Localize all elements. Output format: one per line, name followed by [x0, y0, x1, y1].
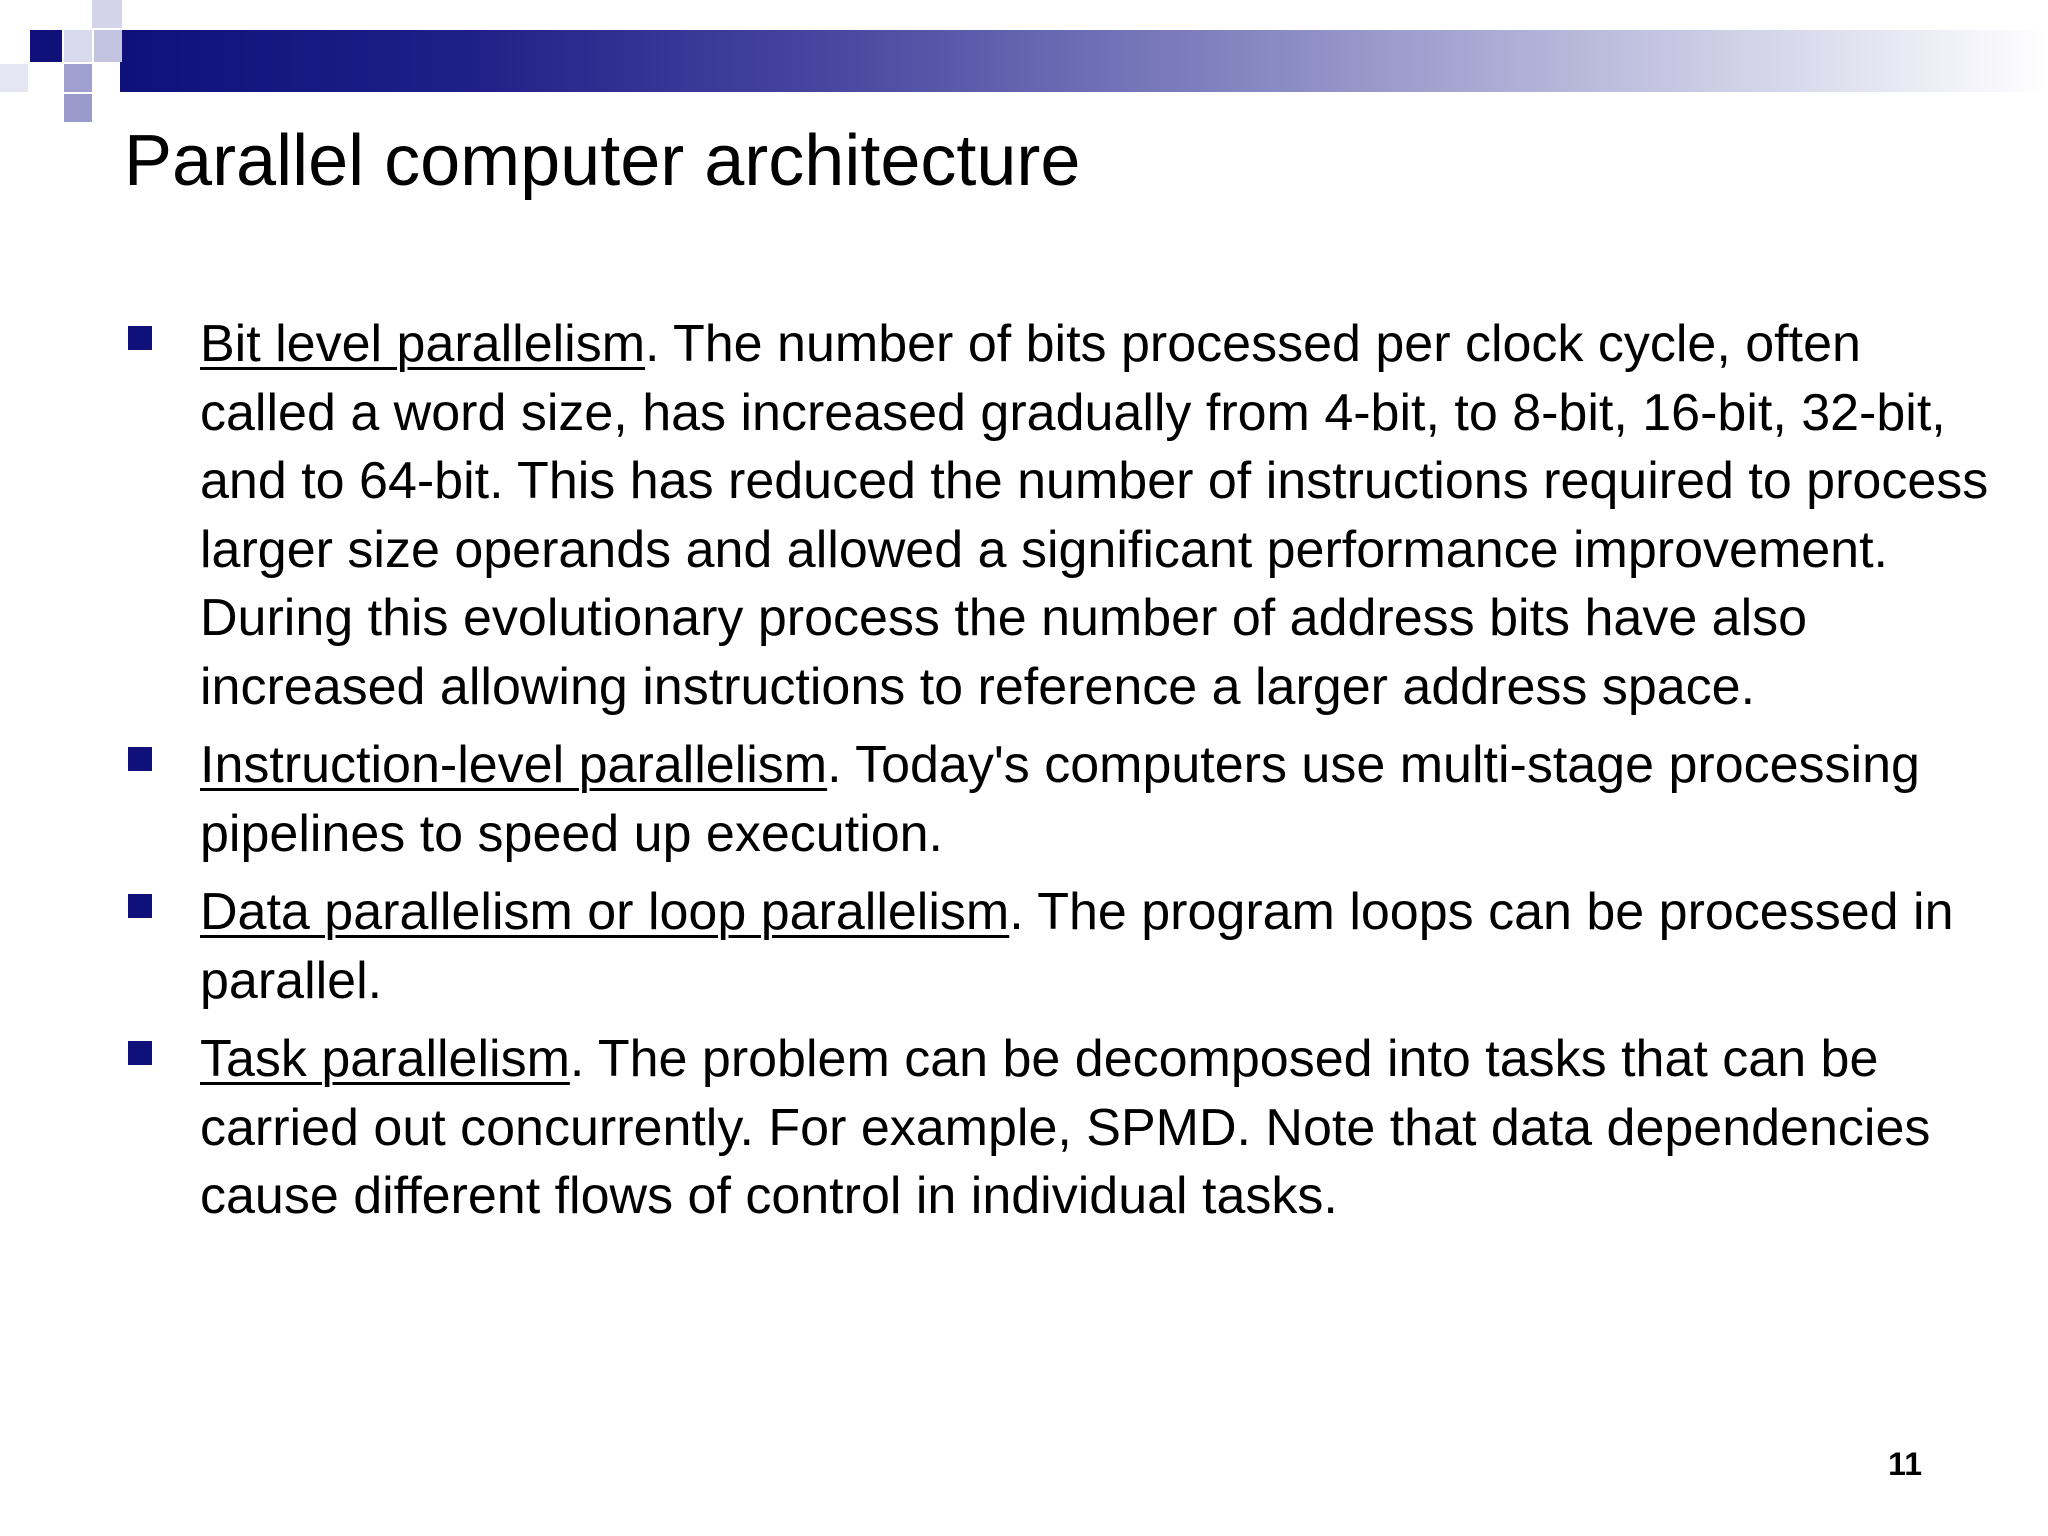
bullet-square-icon [128, 326, 152, 350]
header-square [0, 0, 28, 28]
bullet-square-icon [128, 1041, 152, 1065]
header-square [94, 30, 122, 62]
bullet-item [124, 1025, 2004, 1231]
header-square [64, 30, 92, 62]
bullet-term: Bit level parallelism [200, 315, 646, 373]
bullet-item [124, 310, 2004, 721]
header-square [0, 64, 28, 92]
bullet-item [124, 878, 2004, 1015]
header-square [92, 0, 122, 28]
bullet-term: Task parallelism [200, 1030, 570, 1088]
bullet-square-icon [128, 894, 152, 918]
bullet-list [124, 310, 2004, 1241]
header-gradient-band [120, 30, 2048, 92]
slide-title: Parallel computer architecture [124, 121, 1081, 201]
bullet-text: . Today's computers use multi-stage processing pipelines to speed up execution. [200, 736, 1920, 863]
header-square [64, 94, 92, 122]
bullet-square-icon [128, 747, 152, 771]
header-square [64, 64, 92, 92]
bullet-text: . The problem can be decomposed into tasks that can be carried out concurrently. For example, SPMD. Note that data dependencies cause different flows of control in individual tasks. [200, 1030, 1931, 1225]
bullet-term: Data parallelism or loop parallelism [200, 883, 1010, 941]
page-number: 11 [1888, 1446, 1922, 1482]
bullet-text: . The number of bits processed per clock cycle, often called a word size, has increased gradually from 4-bit, to 8-bit, 16-bit, 32-bit, and to 64-bit. This has reduced the number of instructions required to process larger size operands and allowed a significant performance improvement. During this evolutionary process the number of address bits have also increased allowing instructions to reference a larger address space. [200, 315, 1989, 716]
bullet-text: . The program loops can be processed in parallel. [200, 883, 1954, 1010]
header-square [30, 64, 62, 92]
bullet-item [124, 731, 2004, 868]
header-square [30, 30, 62, 62]
bullet-term: Instruction-level parallelism [200, 736, 828, 794]
